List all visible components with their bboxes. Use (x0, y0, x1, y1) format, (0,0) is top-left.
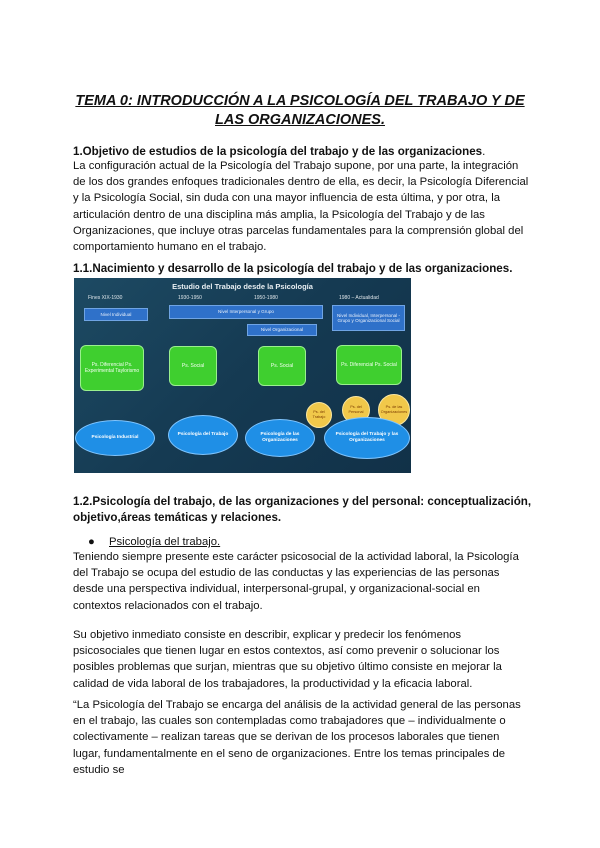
paragraph-3: “La Psicología del Trabajo se encarga del análisis de la actividad general de las personas en el trabajo, las cuales son contempladas como trabajadores que – individualmente o colectivamente – realizan tareas que se derivan de los procesos laborales que tienen lugar, fundamentalmente en el seno de organizaciones. Entre los temas principales de estudio se (73, 699, 521, 776)
level-interpersonal: Nivel Interpersonal y Grupo (169, 305, 323, 319)
ellipse-psicologia-trabajo: Psicología del Trabajo (168, 415, 238, 455)
green-box-3: Ps. Social (258, 346, 306, 386)
period-2: 1930-1950 (178, 295, 202, 301)
level-organizational: Nivel Organizacional (247, 324, 317, 336)
timeline-diagram (74, 278, 411, 473)
section-1-heading-period: . (482, 145, 486, 158)
ellipse-psicologia-industrial: Psicología Industrial (75, 420, 155, 456)
section-1-1-heading: 1.1.Nacimiento y desarrollo de la psicología del trabajo y de las organizaciones. (73, 262, 513, 275)
ellipse-psicologia-organizaciones: Psicología de las Organizaciones (245, 419, 315, 457)
circle-ps-organizaciones: Ps. de las Organizaciones (378, 394, 410, 426)
green-box-4: Ps. Diferencial Ps. Social (336, 345, 402, 385)
paragraph-1: Teniendo siempre presente este carácter psicosocial de la actividad laboral, la Psicología del Trabajo se ocupa del estudio de las conductas y las experiencias de las personas desde una perspectiva individual, interpersonal-grupal, y organizacional-social en contextos relacionados con el trabajo. (73, 551, 519, 612)
section-1-paragraph: La configuración actual de la Psicología del Trabajo supone, por una parte, la integración de los dos grandes enfoques tradicionales dentro de ella, es decir, la Psicología Diferencial y la Psicología Social, sin duda con una mayor influencia de esta última, y por otra, la articulación dentro de una disciplina más amplia, la Psicología del Trabajo y de las Organizaciones, que incluye otras parcelas fundamentales para la comprensión global del comportamiento humano en el trabajo. (73, 160, 529, 254)
section-1-2-heading-line-2: objetivo,áreas temáticas y relaciones. (73, 511, 282, 524)
level-individual: Nivel Individual (84, 308, 148, 321)
green-box-1: Ps. Diferencial Ps. Experimental Taylorismo (80, 345, 144, 391)
section-1-2-heading-line-1: 1.2.Psicología del trabajo, de las organizaciones y del personal: conceptualización, (73, 495, 532, 508)
period-3: 1950-1980 (254, 295, 278, 301)
circle-ps-personal: Ps. del Personal (342, 396, 370, 424)
document-title (70, 92, 530, 130)
bullet-marker: ● (88, 536, 95, 548)
section-1-heading-text: 1.Objetivo de estudios de la psicología del trabajo y de las organizaciones (73, 145, 483, 158)
ellipse-psicologia-trabajo-organizaciones: Psicología del Trabajo y las Organizaciones (324, 417, 410, 459)
section-1-heading (73, 144, 485, 159)
bullet-label: Psicología del trabajo. (109, 536, 221, 548)
period-1: Fines XIX-1930 (88, 295, 123, 301)
circle-ps-trabajo: Ps. del Trabajo (306, 402, 332, 428)
diagram-title: Estudio del Trabajo desde la Psicología (172, 282, 313, 291)
period-4: 1980 – Actualidad (339, 295, 379, 301)
paragraph-2: Su objetivo inmediato consiste en describir, explicar y predecir los fenómenos psicosociales que tienen lugar en estos contextos, así como prevenir o solucionar los posibles problemas que surjan, mientras que su objetivo último consiste en mejorar la calidad de vida laboral de los trabajadores, la productividad y la eficacia laboral. (73, 629, 502, 690)
title-line-1: TEMA 0: INTRODUCCIÓN A LA PSICOLOGÍA DEL TRABAJO Y DE (75, 93, 525, 109)
level-combined: Nivel Individual, Interpersonal - Grupo y Organizacional Social (332, 305, 405, 331)
title-line-2: LAS ORGANIZACIONES. (215, 112, 385, 128)
green-box-2: Ps. Social (169, 346, 217, 386)
